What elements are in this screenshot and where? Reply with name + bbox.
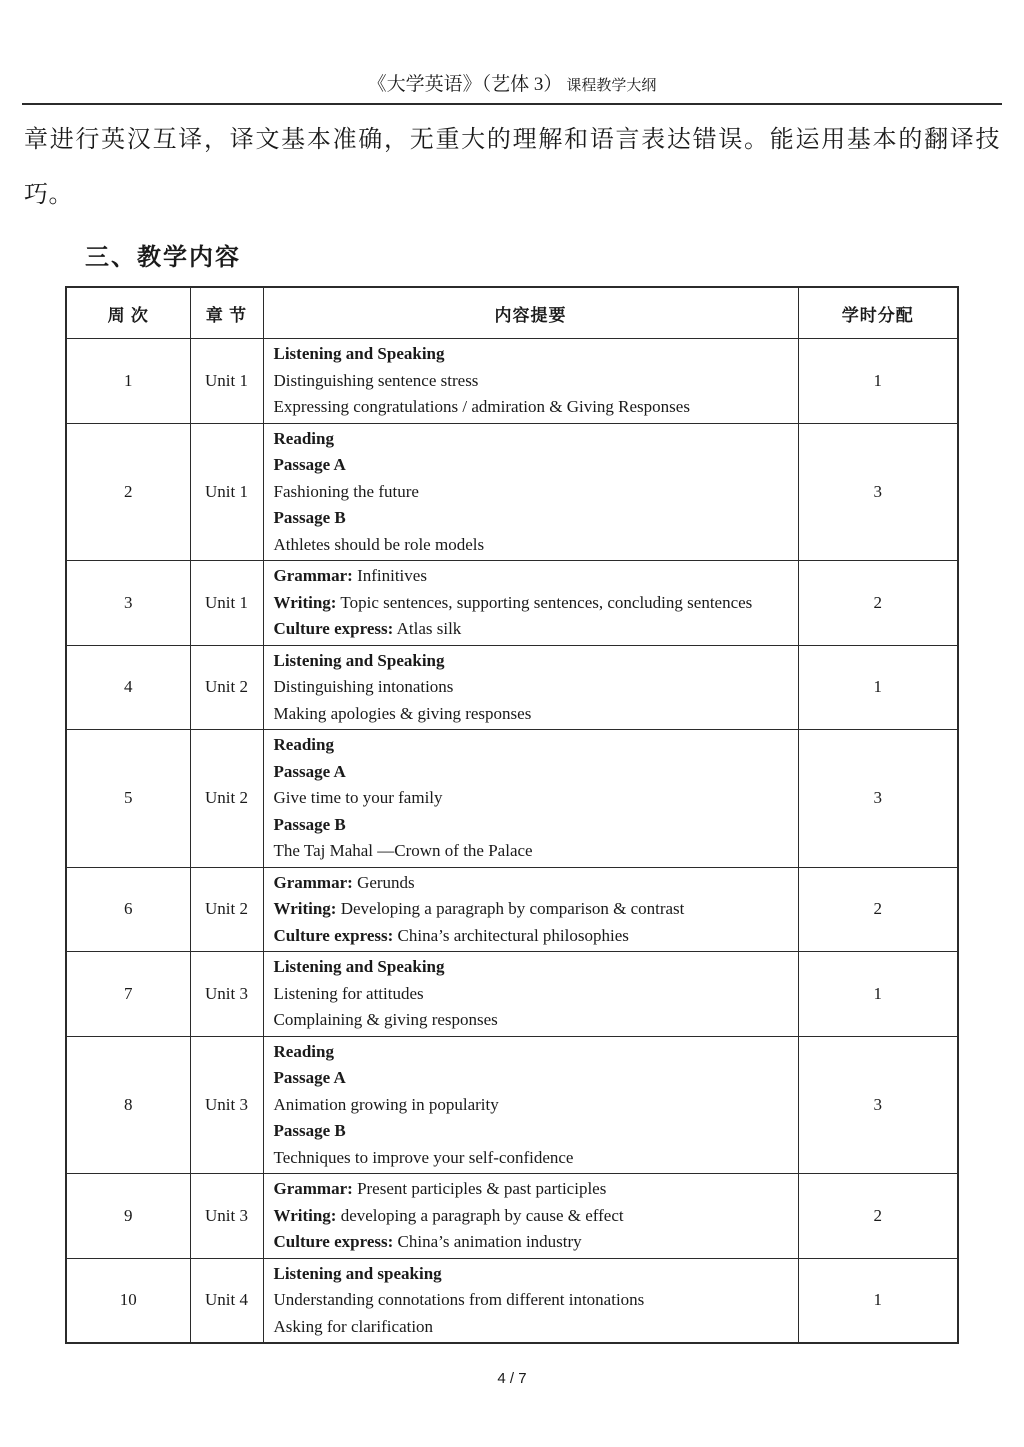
section-heading: 三、教学内容 xyxy=(85,244,241,271)
content-cell xyxy=(263,1174,798,1259)
page-header xyxy=(0,0,1024,99)
content-line: Give time to your family xyxy=(273,788,443,807)
content-line: Listening and Speaking xyxy=(273,650,445,670)
header-week: 周 次 xyxy=(66,287,190,339)
week-cell: 7 xyxy=(66,952,190,1037)
table-row xyxy=(66,645,958,730)
content-line: Writing: developing a paragraph by cause & effect xyxy=(273,1205,624,1225)
hours-cell: 2 xyxy=(798,561,958,646)
content-cell xyxy=(263,1258,798,1343)
content-line: Reading xyxy=(273,735,334,754)
hours-cell: 1 xyxy=(798,339,958,424)
document-title: 《大学英语》（艺体 3） xyxy=(367,74,563,95)
content-line: Passage B xyxy=(273,814,346,834)
table-row xyxy=(66,867,958,952)
unit-cell: Unit 1 xyxy=(190,339,263,424)
table-body xyxy=(66,339,958,1344)
week-cell: 9 xyxy=(66,1174,190,1259)
content-line: Reading xyxy=(273,1041,334,1061)
content-line: Understanding connotations from different intonations xyxy=(273,1290,645,1309)
content-line: Passage A xyxy=(273,761,346,781)
unit-cell: Unit 4 xyxy=(190,1258,263,1343)
content-line: Grammar: Present participles & past participles xyxy=(273,1179,607,1198)
content-cell xyxy=(263,561,798,646)
week-cell: 8 xyxy=(66,1036,190,1174)
content-line: Reading xyxy=(273,428,334,448)
unit-cell: Unit 3 xyxy=(190,952,263,1037)
header-hours: 学时分配 xyxy=(798,287,958,339)
content-line: Animation growing in popularity xyxy=(273,1094,499,1114)
content-line: Listening for attitudes xyxy=(273,983,424,1003)
content-line: Culture express: China’s architectural philosophies xyxy=(273,925,629,945)
content-line: Writing: Developing a paragraph by comparison & contrast xyxy=(273,899,685,918)
hours-cell: 2 xyxy=(798,1174,958,1259)
teaching-content-table xyxy=(65,286,959,1344)
unit-cell: Unit 1 xyxy=(190,561,263,646)
table-row xyxy=(66,1036,958,1174)
document-subtitle: 课程教学大纲 xyxy=(566,77,657,94)
table-row xyxy=(66,952,958,1037)
hours-cell: 3 xyxy=(798,1036,958,1174)
content-cell xyxy=(263,1036,798,1174)
hours-cell: 1 xyxy=(798,952,958,1037)
unit-cell: Unit 2 xyxy=(190,645,263,730)
week-cell: 1 xyxy=(66,339,190,424)
content-line: Listening and speaking xyxy=(273,1263,442,1283)
content-line: Culture express: China’s animation industry xyxy=(273,1232,582,1251)
content-line: Culture express: Atlas silk xyxy=(273,619,462,638)
week-cell: 5 xyxy=(66,730,190,868)
unit-cell: Unit 3 xyxy=(190,1174,263,1259)
hours-cell: 3 xyxy=(798,423,958,561)
content-line: Passage A xyxy=(273,1068,346,1087)
content-line: Techniques to improve your self-confidence xyxy=(273,1147,574,1167)
content-line: Grammar: Gerunds xyxy=(273,872,415,892)
hours-cell: 3 xyxy=(798,730,958,868)
header-content: 内容提要 xyxy=(263,287,798,339)
intro-paragraph: 章进行英汉互译，译文基本准确，无重大的理解和语言表达错误。能运用基本的翻译技巧。 xyxy=(24,127,1000,208)
table-row xyxy=(66,1258,958,1343)
unit-cell: Unit 2 xyxy=(190,730,263,868)
unit-cell: Unit 2 xyxy=(190,867,263,952)
content-cell xyxy=(263,645,798,730)
content-cell xyxy=(263,339,798,424)
table-row xyxy=(66,561,958,646)
week-cell: 10 xyxy=(66,1258,190,1343)
content-cell xyxy=(263,952,798,1037)
week-cell: 4 xyxy=(66,645,190,730)
week-cell: 6 xyxy=(66,867,190,952)
hours-cell: 1 xyxy=(798,1258,958,1343)
week-cell: 2 xyxy=(66,423,190,561)
hours-cell: 2 xyxy=(798,867,958,952)
content-line: Distinguishing sentence stress xyxy=(273,370,479,390)
content-line: Distinguishing intonations xyxy=(273,677,454,696)
content-line: Expressing congratulations / admiration & Giving Responses xyxy=(273,397,690,416)
page-number: 4 / 7 xyxy=(497,1370,527,1387)
table-row xyxy=(66,339,958,424)
content-line: Listening and Speaking xyxy=(273,957,445,976)
header-unit: 章 节 xyxy=(190,287,263,339)
content-line: Listening and Speaking xyxy=(273,344,445,363)
hours-cell: 1 xyxy=(798,645,958,730)
week-cell: 3 xyxy=(66,561,190,646)
table-row xyxy=(66,730,958,868)
content-line: Making apologies & giving responses xyxy=(273,703,532,723)
content-cell xyxy=(263,730,798,868)
unit-cell: Unit 3 xyxy=(190,1036,263,1174)
table-row xyxy=(66,1174,958,1259)
content-line: Passage B xyxy=(273,508,346,527)
content-line: Asking for clarification xyxy=(273,1316,434,1336)
header-divider xyxy=(22,103,1002,105)
unit-cell: Unit 1 xyxy=(190,423,263,561)
content-line: Passage A xyxy=(273,455,346,474)
content-line: Writing: Topic sentences, supporting sentences, concluding sentences xyxy=(273,592,753,612)
content-line: The Taj Mahal —Crown of the Palace xyxy=(273,841,533,860)
content-line: Grammar: Infinitives xyxy=(273,566,427,585)
table-row xyxy=(66,423,958,561)
content-line: Passage B xyxy=(273,1121,346,1140)
table-header-row xyxy=(66,287,958,339)
content-cell xyxy=(263,423,798,561)
content-line: Fashioning the future xyxy=(273,481,419,501)
content-line: Complaining & giving responses xyxy=(273,1010,498,1029)
content-cell xyxy=(263,867,798,952)
content-line: Athletes should be role models xyxy=(273,534,485,554)
